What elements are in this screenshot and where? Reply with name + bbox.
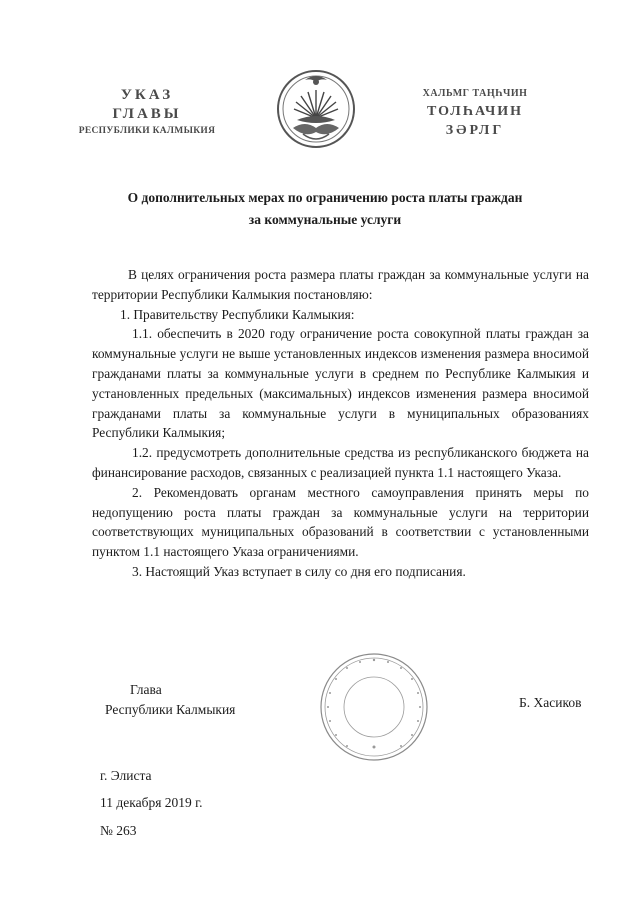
header-kalmyk-decree: ЗӘРЛГ bbox=[445, 123, 505, 138]
signatory-republic: Республики Калмыкия bbox=[105, 702, 236, 717]
item-1: 1. Правительству Республики Калмыкия: bbox=[120, 306, 355, 322]
footer-number: № 263 bbox=[100, 823, 137, 838]
kalmykia-emblem-icon bbox=[275, 68, 357, 150]
title-line-1: О дополнительных мерах по ограничению роста платы граждан bbox=[127, 190, 523, 205]
signatory-position bbox=[105, 680, 235, 720]
signatory-title: Глава bbox=[130, 682, 162, 697]
title-line-2: за коммунальные услуги bbox=[248, 212, 402, 227]
header-kalmyk-republic: ХАЛЬМГ ТАҢҺЧИН bbox=[422, 88, 528, 99]
item-2: 2. Рекомендовать органам местного самоуправления принять меры по недопущению роста платы граждан за коммунальные услуги на территории соответствующих муниципальных образований в соответствии с установленными пунктом 1.1 настоящего Указа ограничениями. bbox=[92, 484, 589, 560]
footer-city: г. Элиста bbox=[100, 768, 152, 783]
header-kalmyk-head: ТОЛҺАЧИН bbox=[426, 104, 524, 119]
header-left bbox=[62, 86, 232, 138]
header-head-label: ГЛАВЫ bbox=[112, 106, 182, 122]
official-stamp-icon bbox=[318, 651, 430, 763]
footer-date: 11 декабря 2019 г. bbox=[100, 795, 203, 810]
document-body bbox=[92, 265, 589, 582]
item-3: 3. Настоящий Указ вступает в силу со дня его подписания. bbox=[132, 563, 466, 579]
header-right bbox=[395, 86, 555, 140]
item-1-1: 1.1. обеспечить в 2020 году ограничение роста совокупной платы граждан за коммунальные услуги не выше установленных индексов изменения размера вносимой гражданами платы за коммунальные услуги в среднем по Республике Калмыкия и установленных предельных (максимальных) индексов изменения размера вносимой гражданами платы за коммунальные услуги в муниципальных образованиях Республики Калмыкия; bbox=[92, 326, 589, 441]
header-decree-label: УКАЗ bbox=[120, 87, 174, 103]
document-title bbox=[90, 187, 560, 231]
item-1-2: 1.2. предусмотреть дополнительные средства из республиканского бюджета на финансирование расходов, связанных с реализацией пункта 1.1 настоящего Указа. bbox=[92, 445, 589, 480]
intro-paragraph: В целях ограничения роста размера платы граждан за коммунальные услуги на территории Республики Калмыкия постановляю: bbox=[92, 267, 589, 302]
signatory-name: Б. Хасиков bbox=[519, 695, 582, 710]
header-republic-label: РЕСПУБЛИКИ КАЛМЫКИЯ bbox=[78, 126, 216, 136]
